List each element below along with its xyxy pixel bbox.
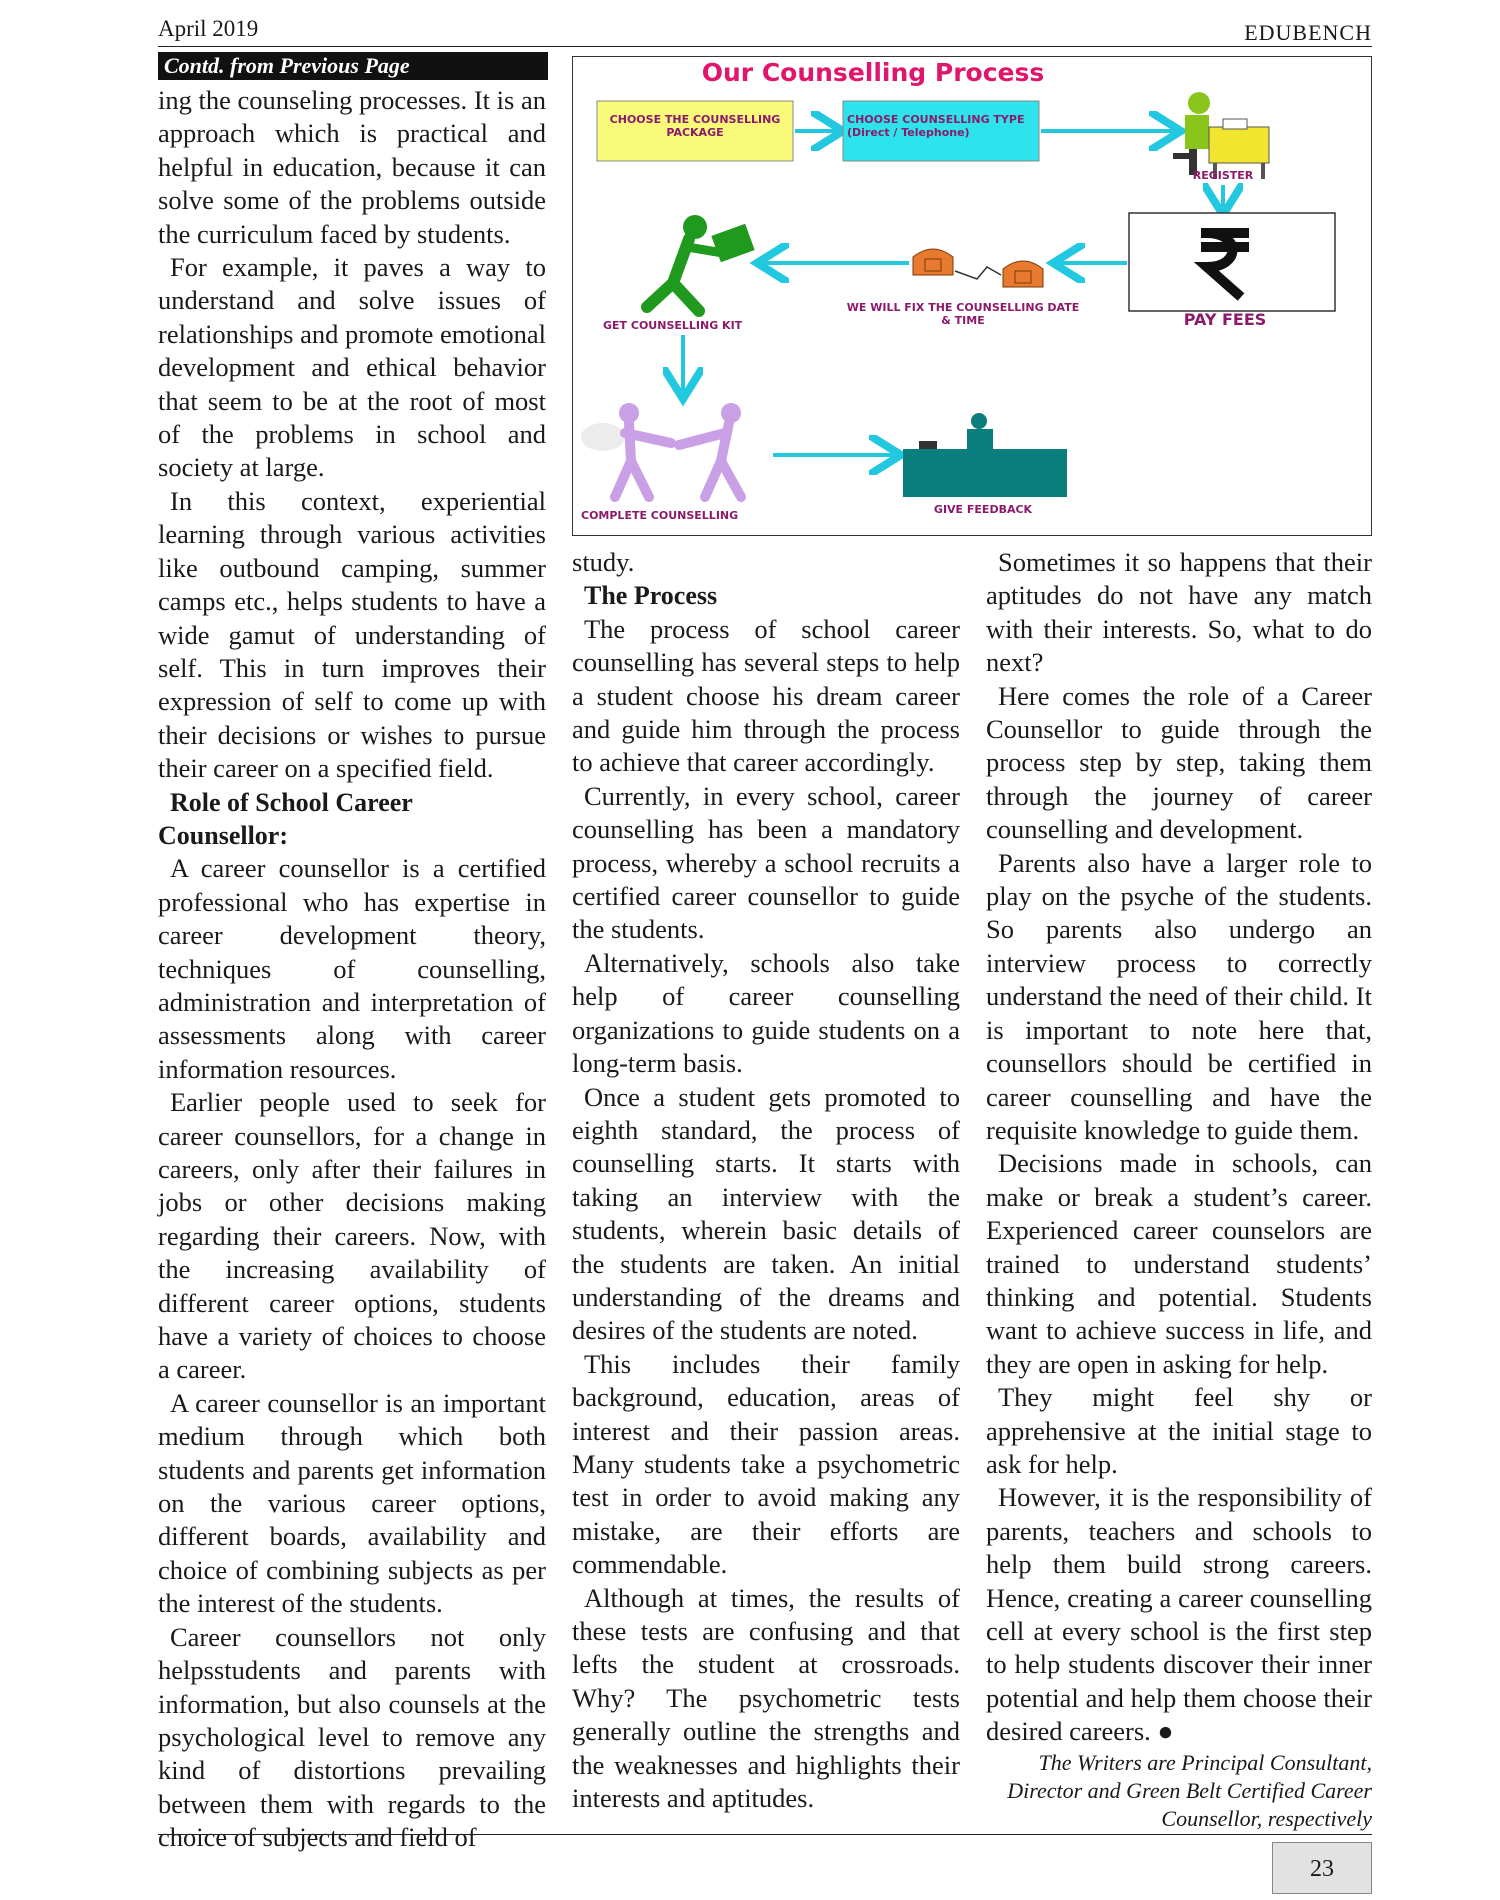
figure-title: Our Counselling Process [701, 58, 1045, 87]
paragraph: The process of school career counselling has several steps to help a student choose his dream career and guide him through the process to achieve that career accordingly. [572, 613, 960, 778]
paragraph: A career counsellor is a certified professional who has expertise in career development theory, techniques of counselling, administration and interpretation of assessments along with career information resources. [158, 853, 546, 1084]
running-person-icon [647, 215, 755, 311]
author-credit: The Writers are Principal Consultant, Director and Green Belt Certified Career Counsellor, respectively [1007, 1749, 1372, 1831]
step-label-choose-package: CHOOSE THE COUNSELLING PACKAGE [609, 113, 781, 139]
paragraph: Earlier people used to seek for career counsellors, for a change in careers, only after their failures in jobs or other decisions making regarding their careers. Now, with the increasing availability of different career options, students have a variety of choices to choose a career. [158, 1087, 546, 1385]
step-label-get-kit: GET COUNSELLING KIT [603, 319, 743, 332]
column-3 [986, 546, 1372, 1833]
register-person-icon [1173, 92, 1269, 179]
footer-rule [158, 1834, 1372, 1835]
publication-name: EDUBENCH [1244, 20, 1372, 45]
header-rule [158, 46, 1372, 47]
section-heading-process: The Process [584, 581, 718, 611]
paragraph: Decisions made in schools, can make or break a student’s career. Experienced career counselors are trained to understand students’ thinking and potential. Students want to achieve success in life, and they are open in asking for help. [986, 1148, 1372, 1379]
paragraph: Alternatively, schools also take help of career counselling organizations to guide students on a long-term basis. [572, 947, 960, 1079]
process-diagram [573, 57, 1373, 537]
column-1 [158, 84, 546, 1855]
paragraph: However, it is the responsibility of parents, teachers and schools to help them build strong careers. Hence, creating a career counselling cell at every school is the first step to help students discover their inner potential and help them choose their desired careers. ● [986, 1482, 1372, 1747]
feedback-desk-icon [903, 413, 1067, 497]
paragraph: Parents also have a larger role to play on the psyche of the students. So parents also undergo an interview process to correctly understand the need of their child. It is important to note here that, counsellors should be certified in career counselling and have the requisite knowledge to guide them. [986, 847, 1372, 1145]
step-label-register: REGISTER [1192, 169, 1254, 182]
paragraph: ing the counseling processes. It is an approach which is practical and helpful in education, because it can solve some of the problems outside the curriculum faced by students. [158, 85, 546, 249]
page-number: 23 [1272, 1842, 1372, 1894]
phone-icon [913, 249, 1043, 287]
paragraph: study. [572, 547, 635, 577]
issue-date: April 2019 [158, 16, 259, 41]
column-2 [572, 546, 960, 1815]
paragraph: This includes their family background, education, areas of interest and their passion areas. Many students take a psychometric test in order to avoid making any mistake, are their efforts are commendable. [572, 1348, 960, 1580]
paragraph: For example, it paves a way to understand and solve issues of relationships and promote emotional development and ethical behavior that seem to be at the root of most of the problems in school and society at large. [158, 252, 546, 483]
paragraph: Currently, in every school, career counselling has been a mandatory process, whereby a school recruits a certified career counsellor to guide the students. [572, 780, 960, 945]
step-label-fix-date: WE WILL FIX THE COUNSELLING DATE & TIME [846, 301, 1080, 327]
continued-banner: Contd. from Previous Page [158, 52, 548, 80]
step-label-choose-type: CHOOSE COUNSELLING TYPE (Direct / Telephone) [847, 113, 1025, 139]
paragraph: A career counsellor is an important medium through which both students and parents get information on the various career options, different boards, availability and choice of combining subjects as per the interest of the students. [158, 1387, 546, 1619]
step-label-feedback: GIVE FEEDBACK [933, 503, 1033, 516]
section-heading-role: Role of School Career Counsellor: [158, 787, 413, 850]
paragraph: In this context, experiential learning through various activities like outbound camping, summer camps etc., helps students to have a wide gamut of understanding of self. This in turn improves their expression of self to come up with their decisions or wishes to pursue their career on a specified field. [158, 485, 546, 784]
step-label-pay-fees: PAY FEES [1183, 310, 1267, 329]
paragraph: Sometimes it so happens that their aptitudes do not have any match with their interests. So, what to do next? [986, 547, 1372, 678]
paragraph: Once a student gets promoted to eighth standard, the process of counselling starts. It starts with taking an interview with the students, wherein basic details of the students are taken. An initial understanding of the dreams and desires of the students are noted. [572, 1081, 960, 1346]
handshake-people-icon [581, 403, 741, 497]
paragraph: Although at times, the results of these tests are confusing and that lefts the student at crossroads. Why? The psychometric tests generally outline the strengths and the weaknesses and highlights their interests and aptitudes. [572, 1582, 960, 1814]
counselling-process-figure [572, 56, 1372, 536]
paragraph: They might feel shy or apprehensive at the initial stage to ask for help. [986, 1382, 1372, 1479]
paragraph: Here comes the role of a Career Counsellor to guide through the process step by step, taking them through the journey of career counselling and development. [986, 680, 1372, 845]
paragraph: Career counsellors not only helpsstudents and parents with information, but also counsels at the psychological level to remove any kind of distortions prevailing between them with regards to the choice of subjects and field of [158, 1621, 546, 1853]
step-label-complete: COMPLETE COUNSELLING [581, 509, 739, 522]
